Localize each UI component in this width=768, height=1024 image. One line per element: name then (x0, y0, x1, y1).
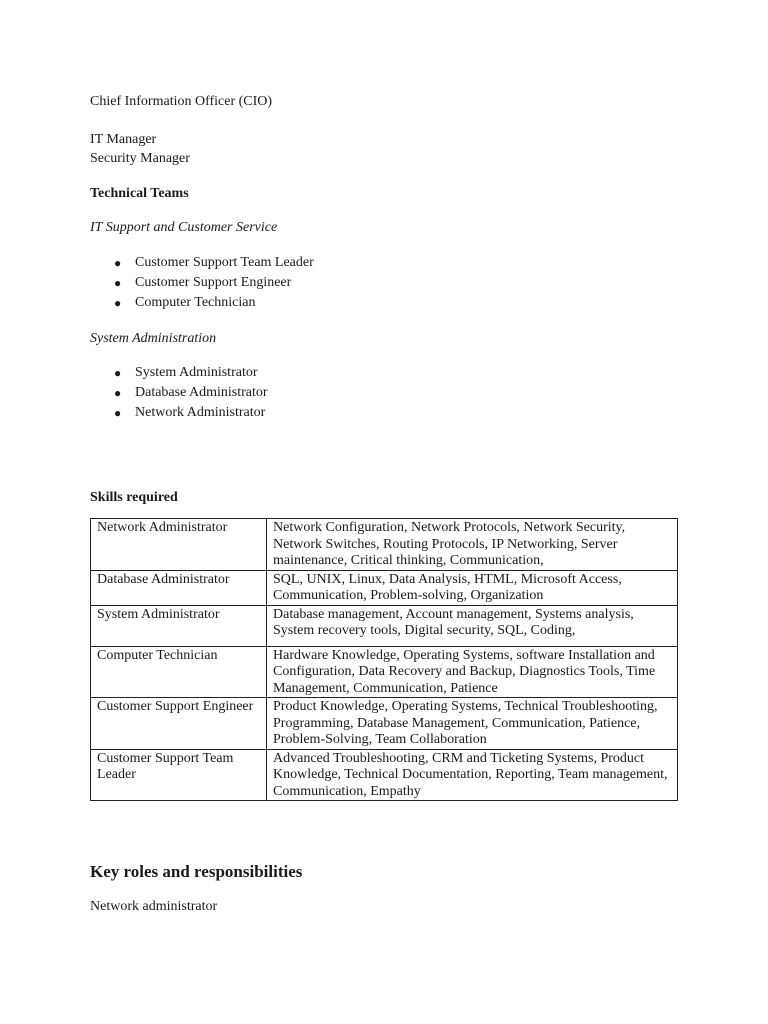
bullet-icon: ● (114, 406, 122, 420)
bullet-icon: ● (114, 386, 122, 400)
system-admin-subheading: System Administration (90, 331, 217, 346)
skills-cell: Database management, Account management, Systems analysis, System recovery tools, Digital security, SQL, Coding, (267, 605, 678, 646)
network-admin-subheading: Network administrator (90, 899, 218, 914)
it-manager-title: IT Manager (90, 132, 157, 147)
bullet-icon: ● (114, 296, 122, 310)
role-cell: Customer Support Engineer (91, 698, 267, 750)
skills-cell: Network Configuration, Network Protocols, Network Security, Network Switches, Routing Protocols, IP Networking, Server maintenance, Critical thinking, Communication, (267, 519, 678, 571)
skills-cell: SQL, UNIX, Linux, Data Analysis, HTML, Microsoft Access, Communication, Problem-solving, Organization (267, 570, 678, 605)
role-cell: Customer Support Team Leader (91, 749, 267, 801)
list-item-label: System Administrator (135, 365, 258, 380)
list-item (90, 293, 314, 313)
role-cell: System Administrator (91, 605, 267, 646)
bullet-icon: ● (114, 366, 122, 380)
table-row (91, 605, 678, 646)
it-support-list (90, 253, 314, 313)
list-item (90, 383, 268, 403)
list-item (90, 253, 314, 273)
list-item (90, 363, 268, 383)
skills-cell: Advanced Troubleshooting, CRM and Ticketing Systems, Product Knowledge, Technical Documentation, Reporting, Team management, Communication, Empathy (267, 749, 678, 801)
bullet-icon: ● (114, 276, 122, 290)
technical-teams-heading: Technical Teams (90, 186, 189, 201)
list-item-label: Customer Support Team Leader (135, 255, 314, 270)
table-row (91, 698, 678, 750)
security-manager-title: Security Manager (90, 151, 190, 166)
list-item (90, 273, 314, 293)
skills-cell: Hardware Knowledge, Operating Systems, software Installation and Configuration, Data Recovery and Backup, Diagnostics Tools, Time Management, Communication, Patience (267, 646, 678, 698)
list-item-label: Network Administrator (135, 405, 266, 420)
table-row (91, 646, 678, 698)
system-admin-list (90, 363, 268, 423)
list-item-label: Customer Support Engineer (135, 275, 292, 290)
it-support-subheading: IT Support and Customer Service (90, 220, 278, 235)
role-cell: Database Administrator (91, 570, 267, 605)
role-cell: Computer Technician (91, 646, 267, 698)
table-row (91, 570, 678, 605)
skills-cell: Product Knowledge, Operating Systems, Technical Troubleshooting, Programming, Database Management, Communication, Patience, Problem-Solving, Team Collaboration (267, 698, 678, 750)
cio-title: Chief Information Officer (CIO) (90, 94, 273, 109)
table-row (91, 519, 678, 571)
skills-table (90, 518, 678, 801)
role-cell: Network Administrator (91, 519, 267, 571)
key-roles-heading: Key roles and responsibilities (90, 862, 303, 881)
table-row (91, 749, 678, 801)
list-item (90, 403, 268, 423)
bullet-icon: ● (114, 256, 122, 270)
skills-heading: Skills required (90, 490, 178, 505)
list-item-label: Computer Technician (135, 295, 256, 310)
list-item-label: Database Administrator (135, 385, 268, 400)
